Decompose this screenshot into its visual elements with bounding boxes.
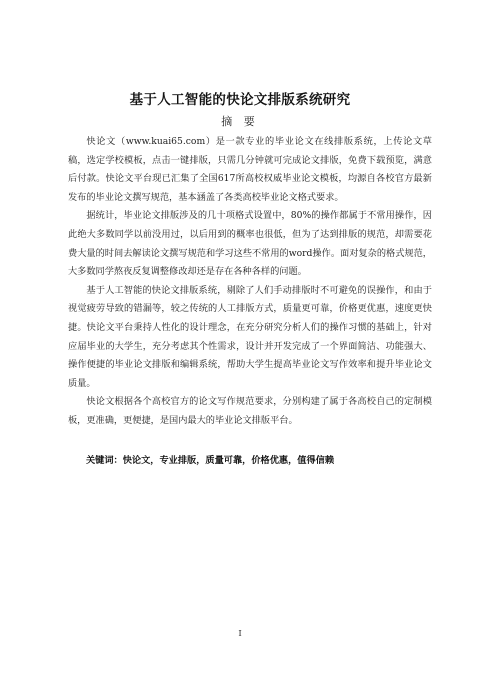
abstract-paragraph-1: 快论文（www.kuai65.com）是一款专业的毕业论文在线排版系统，上传论文草稿，选定学校模板，点击一键排版，只需几分钟就可完成论文排版，免费下载预览，满意后付款。快论文平台现已汇集了全国617所高校权威毕业论文模板，均源自各校官方最新发布的毕业论文撰写规范，基本涵盖了各类高校毕业论文格式要求。 — [68, 136, 432, 203]
abstract-heading: 摘 要 — [221, 115, 259, 128]
abstract-body — [68, 133, 432, 431]
keywords-line: 关键词：快论文，专业排版，质量可靠，价格优惠，值得信赖 — [86, 455, 335, 466]
abstract-paragraph-2: 据统计，毕业论文排版涉及的几十项格式设置中，80%的操作都属于不常用操作，因此绝大多数同学以前没用过，以后用到的概率也很低，但为了达到排版的规范，却需要花费大量的时间去解读论文撰写规范和学习这些不常用的word操作。面对复杂的格式规范，大多数同学熬夜反复调整修改却还是存在各种各样的问题。 — [68, 210, 432, 278]
abstract-paragraph-3: 基于人工智能的快论文排版系统，剔除了人们手动排版时不可避免的误操作，和由于视觉疲劳导致的错漏等，较之传统的人工排版方式，质量更可靠，价格更优惠，速度更快捷。快论文平台秉持人性化的设计理念，在充分研究分析人们的操作习惯的基础上，针对应届毕业的大学生，充分考虑其个性需求，设计并开发完成了一个界面简洁、功能强大、操作便捷的毕业论文排版和编辑系统，帮助大学生提高毕业论文写作效率和提升毕业论文质量。 — [68, 284, 432, 389]
document-title: 基于人工智能的快论文排版系统研究 — [129, 92, 351, 108]
page-number: I — [238, 629, 242, 639]
abstract-paragraph-4: 快论文根据各个高校官方的论文写作规范要求，分别构建了属于各高校自己的定制模板，更准确，更便捷，是国内最大的毕业论文排版平台。 — [68, 396, 432, 426]
